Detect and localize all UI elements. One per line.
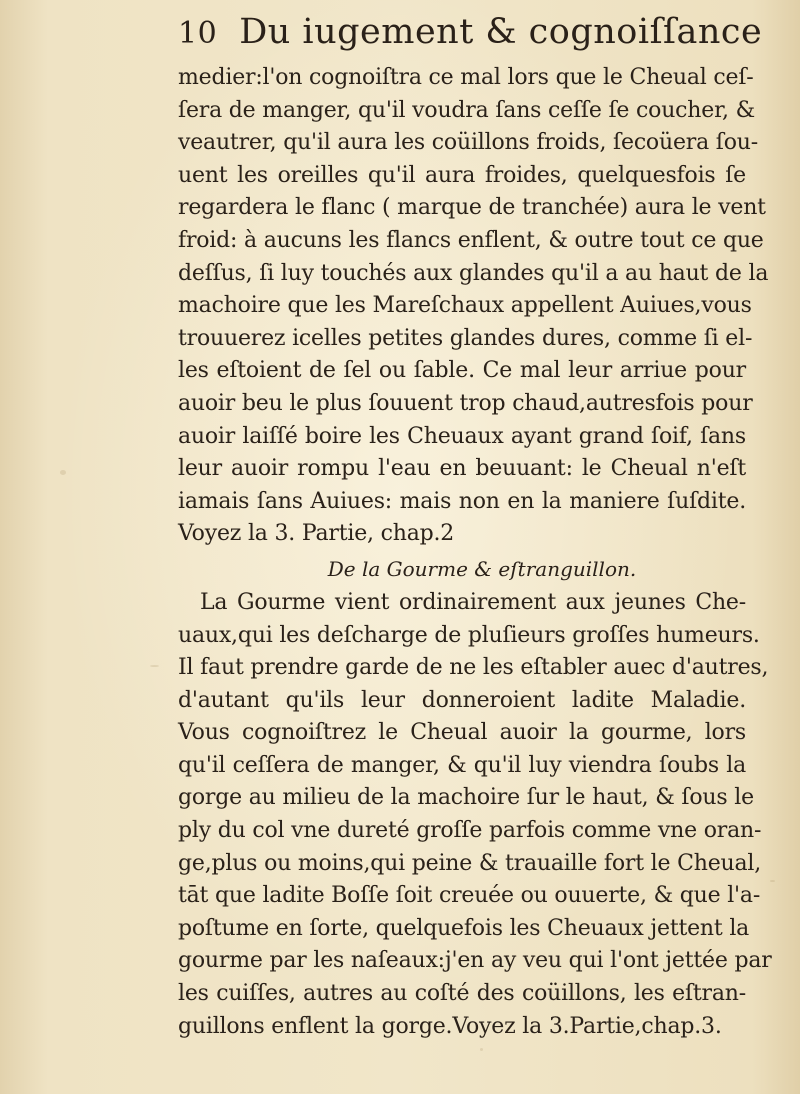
text-line: veautrer, qu'il aura les coüillons froids, ſecoüera ſou- <box>178 130 758 156</box>
text-line: iamais ſans Auiues: mais non en la maniere ſuſdite. <box>178 488 746 514</box>
text-line: medier:l'on cognoiſtra ce mal lors que le Cheual ceſ- <box>178 65 754 90</box>
text-line: uent les oreilles qu'il aura froides, quelquesfois ſe <box>178 162 746 188</box>
text-line: auoir beu le plus ſouuent trop chaud,autresfois pour <box>178 390 753 416</box>
paper-stain <box>480 1048 483 1051</box>
text-line: leur auoir rompu l'eau en beuuant: le Cheual n'eſt <box>178 456 746 482</box>
text-line: ge,plus ou moins,qui peine & trauaille fort le Cheual, <box>178 850 762 876</box>
running-header <box>178 12 763 62</box>
page-number: 10 <box>178 16 218 51</box>
running-title: Du iugement & cognoiſſance <box>239 12 763 52</box>
text-line: qu'il ceſſera de manger, & qu'il luy viendra ſoubs la <box>178 752 746 778</box>
section-heading: De la Gourme & eſtranguillon. <box>327 556 637 581</box>
text-line: froid: à aucuns les flancs enflent, & outre tout ce que <box>178 227 764 253</box>
text-line: Il faut prendre garde de ne les eſtabler auec d'autres, <box>178 655 769 681</box>
paper-stain <box>150 665 159 667</box>
text-line: tāt que ladite Boſſe ſoit creuée ou ouuerte, & que l'a- <box>178 883 761 909</box>
text-line: machoire que les Mareſchaux appellent Auiues,vous <box>178 293 752 319</box>
text-line: Vous cognoiſtrez le Cheual auoir la gourme, lors <box>178 720 746 746</box>
text-line: les cuiſſes, autres au coſté des coüillons, les eſtran- <box>178 981 746 1007</box>
text-line: trouuerez icelles petites glandes dures, comme ſi el- <box>178 325 753 351</box>
text-line: regardera le flanc ( marque de tranchée) aura le vent <box>178 195 766 221</box>
text-line: auoir laiſſé boire les Cheuaux ayant grand ſoif, ſans <box>178 423 746 449</box>
text-line: uaux,qui les deſcharge de pluſieurs groſſes humeurs. <box>178 622 760 648</box>
text-line: guillons enflent la gorge.Voyez la 3.Partie,chap.3. <box>178 1013 722 1039</box>
paper-stain <box>60 470 66 475</box>
text-line: gorge au milieu de la machoire ſur le haut, & ſous le <box>178 785 754 811</box>
text-line: les eſtoient de ſel ou ſable. Ce mal leur arriue pour <box>178 358 746 384</box>
text-line: Voyez la 3. Partie, chap.2 <box>178 521 455 547</box>
text-line: ply du col vne dureté groſſe parfois comme vne oran- <box>178 818 762 844</box>
paragraph-2 <box>178 587 772 1043</box>
text-line: gourme par les naſeaux:j'en ay veu qui l'ont jettée par <box>178 948 772 974</box>
text-line: deſſus, ſi luy touchés aux glandes qu'il a au haut de la <box>178 260 769 286</box>
paragraph-1 <box>178 62 769 551</box>
text-line: poſtume en ſorte, quelquefois les Cheuaux jettent la <box>178 915 750 941</box>
paper-stain <box>770 880 775 882</box>
text-line: d'autant qu'ils leur donneroient ladite Maladie. <box>178 687 746 713</box>
page-text <box>178 12 772 1043</box>
text-line: La Gourme vient ordinairement aux jeunes Che- <box>200 589 746 615</box>
text-line: ſera de manger, qu'il voudra ſans ceſſe ſe coucher, & <box>178 97 755 123</box>
